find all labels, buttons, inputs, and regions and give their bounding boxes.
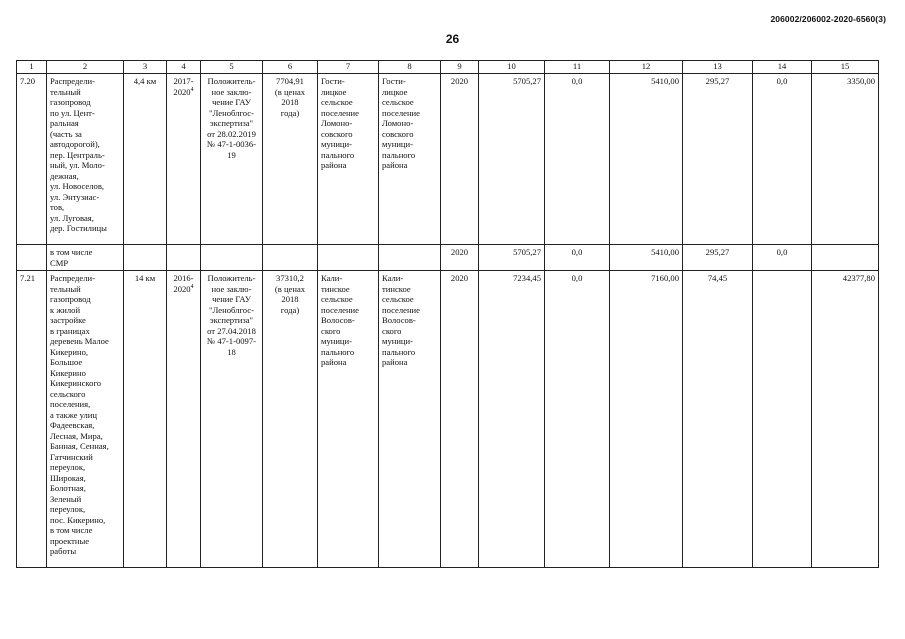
- value-cell: 5705,27: [479, 245, 545, 271]
- row-number: 7.20: [17, 74, 47, 245]
- year-cell: 2020: [441, 74, 479, 245]
- period-footnote: 4: [190, 283, 194, 290]
- table-row: [17, 74, 879, 245]
- empty-cell: [167, 245, 201, 271]
- column-header: 1: [17, 61, 47, 74]
- column-header: 2: [47, 61, 124, 74]
- document-id: 206002/206002-2020-6560(3): [770, 14, 886, 24]
- value-cell: [753, 271, 812, 568]
- expertise-conclusion: Положитель- ное заклю- чение ГАУ "Леноблгос- экспертиза" от 27.04.2018 № 47-1-0097- 18: [201, 271, 263, 568]
- column-header: 10: [479, 61, 545, 74]
- settlement-col7: Кали- тинское сельское поселение Волосов- ского муници- пального района: [318, 271, 379, 568]
- column-header: 6: [263, 61, 318, 74]
- expertise-conclusion: Положитель- ное заклю- чение ГАУ "Леноблгос- экспертиза" от 28.02.2019 № 47-1-0036- 19: [201, 74, 263, 245]
- column-header: 9: [441, 61, 479, 74]
- value-cell: 42377,80: [812, 271, 879, 568]
- settlement-col8: Кали- тинское сельское поселение Волосов- ского муници- пального района: [379, 271, 441, 568]
- value-cell: 0,0: [545, 74, 610, 245]
- value-cell: 7160,00: [610, 271, 683, 568]
- period-years: 2017- 2020: [173, 76, 194, 97]
- value-cell: 295,27: [683, 74, 753, 245]
- column-header: 11: [545, 61, 610, 74]
- estimated-cost: 37310,2 (в ценах 2018 года): [263, 271, 318, 568]
- column-header: 7: [318, 61, 379, 74]
- value-cell: [812, 245, 879, 271]
- column-header: 5: [201, 61, 263, 74]
- value-cell: 74,45: [683, 271, 753, 568]
- empty-cell: [318, 245, 379, 271]
- column-header: 3: [124, 61, 167, 74]
- value-cell: 5705,27: [479, 74, 545, 245]
- table-row-subtotal: [17, 245, 879, 271]
- column-header: 12: [610, 61, 683, 74]
- table-row: [17, 271, 879, 568]
- empty-cell: [263, 245, 318, 271]
- period-footnote: 4: [190, 86, 194, 93]
- value-cell: 0,0: [545, 245, 610, 271]
- empty-cell: [124, 245, 167, 271]
- column-header: 15: [812, 61, 879, 74]
- data-table: [16, 60, 879, 568]
- value-cell: 295,27: [683, 245, 753, 271]
- value-cell: 5410,00: [610, 245, 683, 271]
- pipeline-length: 4,4 км: [124, 74, 167, 245]
- settlement-col7: Гости- лицкое сельское поселение Ломоно- совского муници- пального района: [318, 74, 379, 245]
- value-cell: 5410,00: [610, 74, 683, 245]
- empty-cell: [17, 245, 47, 271]
- page-number: 26: [445, 32, 460, 46]
- settlement-col8: Гости- лицкое сельское поселение Ломоно- совского муници- пального района: [379, 74, 441, 245]
- column-header: 8: [379, 61, 441, 74]
- column-header: 13: [683, 61, 753, 74]
- column-header: 14: [753, 61, 812, 74]
- empty-cell: [201, 245, 263, 271]
- empty-cell: [379, 245, 441, 271]
- row-number: 7.21: [17, 271, 47, 568]
- object-name: Распредели- тельный газопровод к жилой застройке в границах деревень Малое Кикерино, Большое Кикерино Кикеринского сельского поселения, а также улиц Фадеевская, Лесная, Мира, Банная, Сенная, Гатчинский переулок, Широкая, Болотная, Зеленый переулок, пос. Кикерино, в том числе проектные работы: [47, 271, 124, 568]
- construction-period: [167, 74, 201, 245]
- year-cell: 2020: [441, 245, 479, 271]
- object-name: Распредели- тельный газопровод по ул. Цент- ральная (часть за автодорогой), пер. Централь- ный, ул. Моло- дежная, ул. Новоселов, ул. Энтузиас- тов, ул. Луговая, дер. Гостилицы: [47, 74, 124, 245]
- estimated-cost: 7704,91 (в ценах 2018 года): [263, 74, 318, 245]
- header-row: [17, 61, 879, 74]
- value-cell: 0,0: [753, 74, 812, 245]
- column-header: 4: [167, 61, 201, 74]
- pipeline-length: 14 км: [124, 271, 167, 568]
- period-years: 2016- 2020: [173, 273, 194, 294]
- value-cell: 0,0: [753, 245, 812, 271]
- subtotal-label: в том числе СМР: [47, 245, 124, 271]
- construction-period: [167, 271, 201, 568]
- value-cell: 3350,00: [812, 74, 879, 245]
- year-cell: 2020: [441, 271, 479, 568]
- value-cell: 7234,45: [479, 271, 545, 568]
- value-cell: 0,0: [545, 271, 610, 568]
